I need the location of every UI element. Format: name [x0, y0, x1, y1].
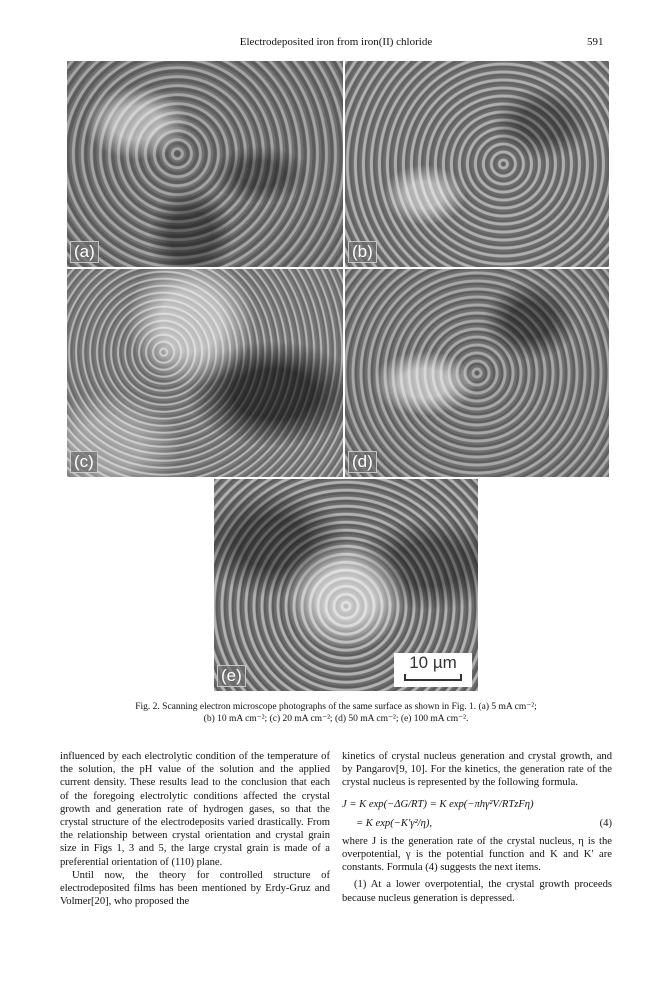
right-column — [342, 750, 612, 905]
running-header: Electrodeposited iron from iron(II) chloride — [239, 36, 433, 48]
sem-photo-c — [67, 269, 343, 477]
panel-label-d: (d) — [348, 451, 377, 473]
figure-caption — [60, 701, 612, 725]
left-paragraph-2: Until now, the theory for controlled structure of electrodeposited films has been mentioned by Erdy-Gruz and Volmer[20], who proposed the — [60, 869, 330, 908]
panel-label-e: (e) — [217, 665, 246, 687]
panel-label-c: (c) — [70, 451, 98, 473]
equation-line-1: J = K exp(−ΔG/RT) = K exp(−πhγ²V/RTzFη) — [342, 798, 534, 810]
caption-line-2: (b) 10 mA cm⁻²; (c) 20 mA cm⁻²; (d) 50 mA cm⁻²; (e) 100 mA cm⁻². — [203, 714, 469, 724]
left-paragraph-1: influenced by each electrolytic condition of the temperature of the solution, the pH value of the solution and the applied current density. These results lead to the conclusion that each of the foregoing electrolytic conditions affected the crystal growth and generation rate of hydrogen gases, so that the crystal structure of the electrodeposits varied drastically. From the relationship between crystal orientation and crystal grain size in Figs 1, 3 and 5, the large crystal grain is made of a preferential orientation of (110) plane. — [60, 751, 330, 868]
panel-label-a: (a) — [70, 241, 99, 263]
scale-bar — [394, 653, 472, 687]
left-column — [60, 750, 330, 908]
sem-photo-d — [345, 269, 609, 477]
scale-bar-line — [404, 674, 462, 681]
right-paragraph-3: (1) At a lower overpotential, the crystal growth proceeds because nucleus generation is depressed. — [342, 879, 612, 904]
sem-photo-b — [345, 61, 609, 267]
equation-line-2: = K exp(−K′γ²/η), — [356, 817, 432, 829]
sem-photo-a — [67, 61, 343, 267]
equation-number: (4) — [599, 817, 612, 829]
right-paragraph-2: where J is the generation rate of the crystal nucleus, η is the overpotential, γ is the potential function and K and K′ are constants. Formula (4) suggests the next items. — [342, 835, 612, 874]
page-number: 591 — [587, 36, 604, 48]
caption-line-1: Fig. 2. Scanning electron microscope photographs of the same surface as shown in Fig. 1. (a) 5 mA cm⁻²; — [135, 702, 537, 712]
equation-4 — [342, 798, 612, 830]
panel-label-b: (b) — [348, 241, 377, 263]
right-paragraph-1: kinetics of crystal nucleus generation and crystal growth, and by Pangarov[9, 10]. For the kinetics, the generation rate of the crystal nucleus is represented by the following formula. — [342, 751, 612, 789]
sem-photo-e — [214, 479, 478, 691]
scale-bar-label: 10 µm — [409, 653, 457, 672]
